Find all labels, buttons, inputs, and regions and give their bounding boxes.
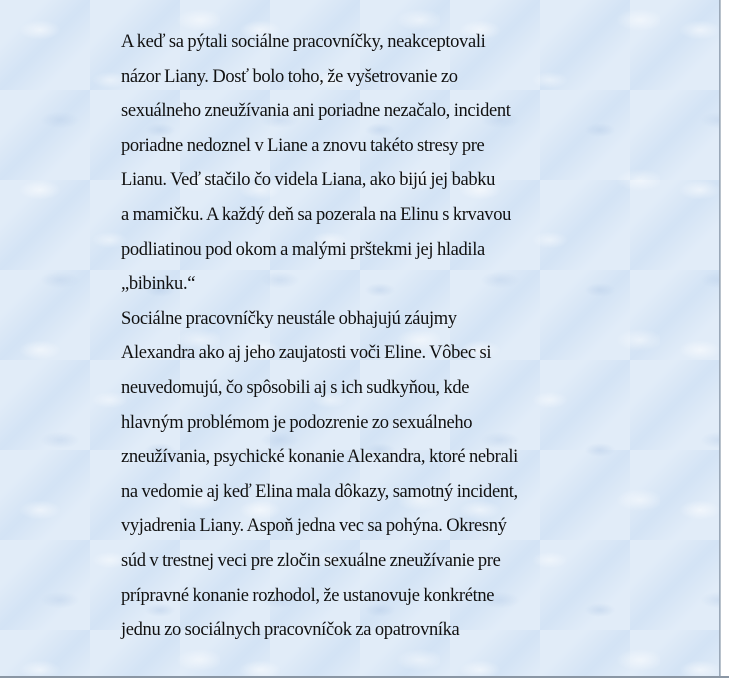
text-line: „bibinku.“: [121, 274, 196, 295]
text-line: vyjadrenia Liany. Aspoň jedna vec sa pohýna. Okresný: [121, 516, 507, 537]
text-line: podliatinou pod okom a malými prštekmi jej hladila: [121, 239, 485, 260]
text-line: jednu zo sociálnych pracovníčok za opatrovníka: [121, 620, 460, 641]
text-line: neuvedomujú, čo spôsobili aj s ich sudkyňou, kde: [121, 377, 470, 398]
text-line: prípravné konanie rozhodol, že ustanovuje konkrétne: [121, 585, 495, 606]
text-line: hlavným problémom je podozrenie zo sexuálneho: [121, 412, 473, 433]
text-line: a mamičku. A každý deň sa pozerala na Elinu s krvavou: [121, 204, 511, 225]
text-line: A keď sa pýtali sociálne pracovníčky, neakceptovali: [121, 32, 486, 52]
text-line: Lianu. Veď stačilo čo videla Liana, ako bijú jej babku: [121, 170, 496, 191]
text-line: zneužívania, psychické konanie Alexandra, ktoré nebrali: [121, 447, 518, 468]
text-line: súd v trestnej veci pre zločin sexuálne zneužívanie pre: [121, 550, 501, 571]
text-line: na vedomie aj keď Elina mala dôkazy, samotný incident,: [121, 481, 518, 502]
right-margin-strip: [720, 0, 729, 678]
text-line: názor Liany. Dosť bolo toho, že vyšetrovanie zo: [121, 66, 458, 87]
text-line: Sociálne pracovníčky neustále obhajujú záujmy: [121, 308, 457, 329]
text-line: Alexandra ako aj jeho zaujatosti voči Eline. Vôbec si: [121, 343, 492, 364]
text-line: poriadne nedoznel v Liane a znovu takéto stresy pre: [121, 135, 485, 156]
document-body: [121, 25, 621, 648]
text-line: sexuálneho zneužívania ani poriadne nezačalo, incident: [121, 101, 511, 122]
